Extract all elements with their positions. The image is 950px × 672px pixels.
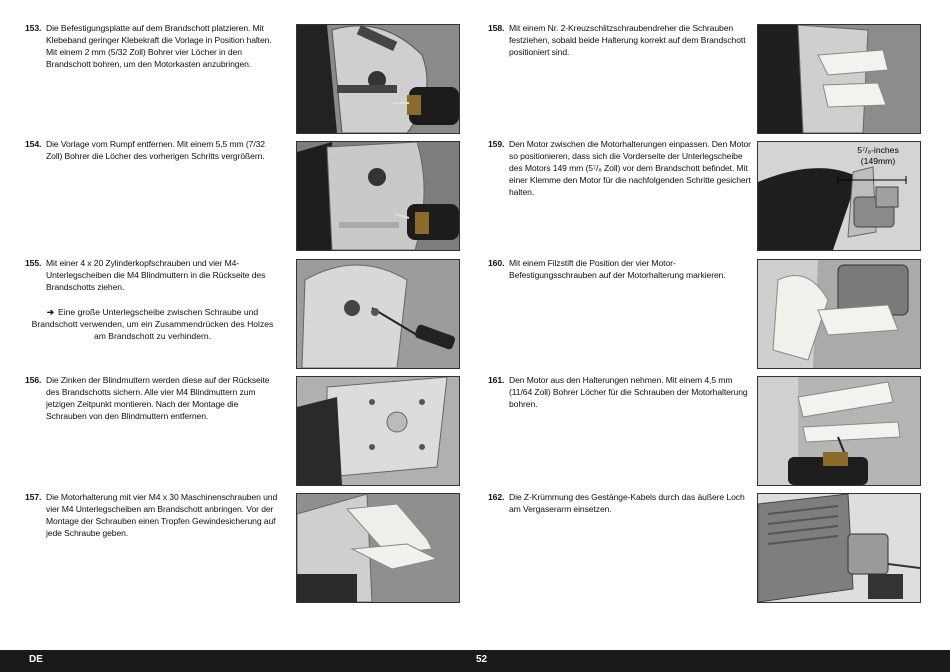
step-photo-tighten-screws <box>757 24 921 134</box>
step-number: 161. <box>488 375 505 385</box>
step-160 <box>475 257 950 369</box>
step-number: 157. <box>25 492 42 502</box>
step-photo-blind-nuts <box>296 259 460 369</box>
step-text: Mit einer 4 x 20 Zylinderkopfschrauben und vier M4-Unterlegscheiben die M4 Blindmuttern in die Rückseite des Brandschotts ziehen. <box>46 258 266 292</box>
note-washer <box>25 306 280 342</box>
step-number: 158. <box>488 23 505 33</box>
step-number: 162. <box>488 492 505 502</box>
step-text: Den Motor zwischen die Motorhalterungen einpassen. Den Motor so positionieren, dass sich die Vorderseite der Unterlegscheibe des Motors 149 mm (5⁷/₈ Zoll) vor dem Brandschott befindet. Mit einer Klemme den Motor für die nachfolgenden Schritte gesichert halten. <box>509 139 751 197</box>
dimension-label <box>848 145 908 167</box>
step-photo-mark-holes <box>757 259 921 369</box>
step-text: Die Z-Krümmung des Gestänge-Kabels durch das äußere Loch am Vergaserarm einsetzen. <box>509 492 745 514</box>
step-text: Die Befestigungsplatte auf dem Brandschott platzieren. Mit Klebeband geringer Klebekraft die Vorlage in Position halten. Mit einem 2 mm (5/32 Zoll) Bohrer vier Löcher in den Brandschott bohren, um den Motorkasten anzubringen. <box>46 23 272 69</box>
language-code: DE <box>29 654 43 665</box>
photo-blind-nut-prongs <box>297 377 459 485</box>
step-text: Mit einem Filzstift die Position der vier Motor-Befestigungsschrauben auf der Motorhalterung markieren. <box>509 258 726 280</box>
step-text: Mit einem Nr. 2-Kreuzschlitzschraubendreher die Schrauben festziehen, sobald beide Halterung korrekt auf dem Brandschott positioniert sind. <box>509 23 746 57</box>
step-number: 154. <box>25 139 42 149</box>
step-155 <box>0 257 475 369</box>
step-number: 159. <box>488 139 505 149</box>
photo-enlarge-holes <box>297 142 459 250</box>
step-157 <box>0 491 475 603</box>
step-photo-enlarge-holes <box>296 141 460 251</box>
photo-firewall-drill <box>297 25 459 133</box>
step-text: Die Zinken der Blindmuttern werden diese auf der Rückseite des Brandschotts sichern. Alle vier M4 Blindmuttern zum jetzigen Zeitpunkt montieren. Nach der Montage die Schrauben von den Blindmuttern entfernen. <box>46 375 270 421</box>
step-161 <box>475 374 950 486</box>
step-153 <box>0 22 475 134</box>
photo-tighten-screws <box>758 25 920 133</box>
step-text: Den Motor aus den Halterungen nehmen. Mit einem 4,5 mm (11/64 Zoll) Bohrer Löcher für die Schrauben der Motorhalterung bohren. <box>509 375 748 409</box>
photo-blind-nuts <box>297 260 459 368</box>
step-photo-motor-position <box>757 141 921 251</box>
step-text: Die Vorlage vom Rumpf entfernen. Mit einem 5,5 mm (7/32 Zoll) Bohrer die Löcher des vorherigen Schritts vergrößern. <box>46 139 265 161</box>
step-154 <box>0 138 475 250</box>
photo-mark-holes <box>758 260 920 368</box>
step-number: 156. <box>25 375 42 385</box>
step-158 <box>475 22 950 134</box>
step-number: 155. <box>25 258 42 268</box>
step-number: 160. <box>488 258 505 268</box>
arrow-right-icon: ➔ <box>46 307 55 317</box>
page-number: 52 <box>476 654 488 665</box>
step-photo-blind-nut-prongs <box>296 376 460 486</box>
right-column <box>475 0 950 650</box>
dimension-inches: 5⁷/₈-inches <box>857 145 899 155</box>
step-text: Die Motorhalterung mit vier M4 x 30 Maschinenschrauben und vier M4 Unterlegscheiben am Brandschott anbringen. Vor der Montage der Schrauben einen Tropfen Gewindesicherung auf jede Schraube geben. <box>46 492 278 538</box>
left-column <box>0 0 475 650</box>
photo-motor-mount <box>297 494 459 602</box>
page-footer <box>0 650 950 672</box>
step-162 <box>475 491 950 603</box>
step-number: 153. <box>25 23 42 33</box>
step-photo-carburetor-linkage <box>757 493 921 603</box>
note-text: Eine große Unterlegscheibe zwischen Schraube und Brandschott verwenden, um ein Zusammendrücken des Holzes am Brandschott zu verhindern. <box>31 307 274 341</box>
step-159 <box>475 138 950 250</box>
photo-carburetor-linkage <box>758 494 920 602</box>
dimension-mm: (149mm) <box>860 156 896 166</box>
photo-drill-mount <box>758 377 920 485</box>
step-156 <box>0 374 475 486</box>
step-photo-motor-mount <box>296 493 460 603</box>
step-photo-firewall-drill <box>296 24 460 134</box>
step-photo-drill-mount <box>757 376 921 486</box>
